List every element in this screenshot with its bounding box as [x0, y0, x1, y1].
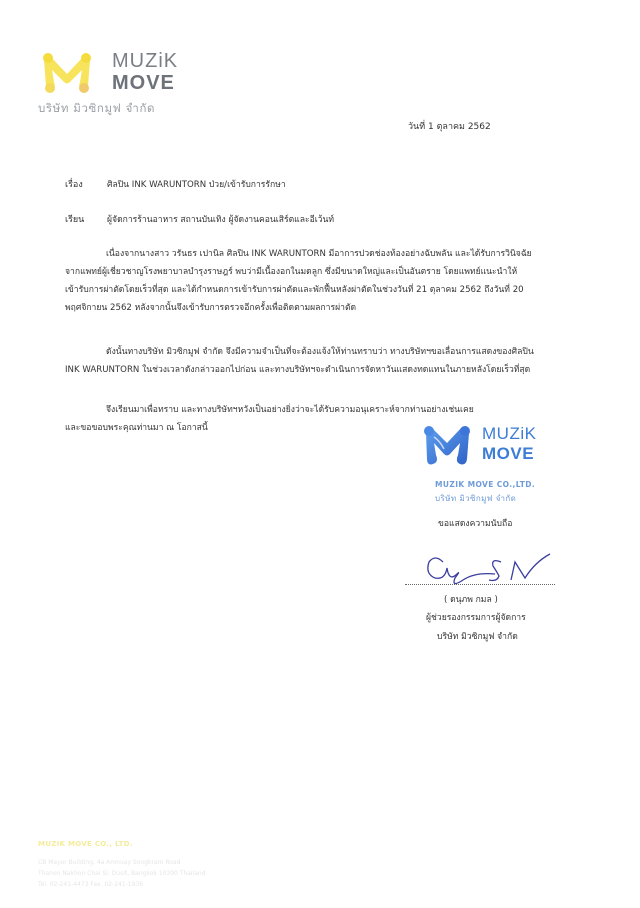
subject-text: ศิลปิน INK WARUNTORN ป่วย/เข้ารับการรักษา — [107, 180, 286, 190]
recipient-label: เรียน — [65, 215, 85, 225]
signer-title: ผู้ช่วยรองกรรมการผู้จัดการ — [426, 613, 526, 623]
company-logo — [38, 50, 218, 120]
body-paragraph-1 — [65, 245, 585, 317]
stamp-word-muzik: MUZiK — [482, 424, 537, 443]
footer-company-name: MUZIK MOVE CO., LTD. — [38, 840, 133, 848]
logo-word-muzik: MUZiK — [112, 50, 179, 72]
body-paragraph-2 — [65, 343, 585, 379]
muzik-move-blue-m-logo-icon — [420, 423, 475, 468]
logo-word-move: MOVE — [112, 72, 175, 94]
subject-label: เรื่อง — [65, 180, 83, 190]
paragraph-line: จากแพทย์ผู้เชี่ยวชาญโรงพยาบาลบำรุงราษฎร์ พบว่ามีเนื้องอกในมดลูก ซึ่งมีขนาดใหญ่และเป็นอันตราย โดยแพทย์แนะนำให้ — [65, 267, 518, 277]
handwritten-signature-icon — [405, 548, 555, 588]
signer-name: ( ดนุภพ กมล ) — [444, 595, 498, 605]
company-stamp — [420, 423, 550, 503]
stamp-word-move: MOVE — [482, 444, 535, 463]
logo-company-thai: บริษัท มิวซิกมูฟ จำกัด — [38, 101, 156, 115]
footer-address-line-1: CB Mayor Building, 4a Amnuay Songkram Road — [38, 859, 181, 866]
footer-contact: Tel. 02-241-4473 Fax. 02-241-1936 — [38, 881, 144, 888]
footer-address-line-2: Thanon Nakhon Chai Si, Dusit, Bangkok 10300 Thailand — [38, 870, 206, 877]
paragraph-line: ดังนั้นทางบริษัท มิวซิกมูฟ จำกัด จึงมีความจำเป็นที่จะต้องแจ้งให้ท่านทราบว่า ทางบริษัทฯขอเลื่อนการแสดงของศิลปิน — [106, 347, 534, 357]
paragraph-line: เนื่องจากนางสาว วรันธร เปานิล ศิลปิน INK WARUNTORN มีอาการปวดช่องท้องอย่างฉับพลัน และได้รับการวินิจฉัย — [106, 249, 532, 259]
signer-company: บริษัท มิวซิกมูฟ จำกัด — [437, 632, 518, 642]
stamp-company-thai: บริษัท มิวซิกมูฟ จำกัด — [435, 494, 517, 503]
closing-regards: ขอแสดงความนับถือ — [438, 519, 513, 529]
paragraph-line: และขอขอบพระคุณท่านมา ณ โอกาสนี้ — [65, 423, 208, 433]
paragraph-line: จึงเรียนมาเพื่อทราบ และทางบริษัทฯหวังเป็นอย่างยิ่งว่าจะได้รับความอนุเคราะห์จากท่านอย่างเช่นเคย — [106, 405, 474, 415]
letter-date: วันที่ 1 ตุลาคม 2562 — [408, 122, 491, 132]
paragraph-line: เข้ารับการผ่าตัดโดยเร็วที่สุด และได้กำหนดการเข้ารับการผ่าตัดและพักฟื้นหลังผ่าตัดในช่วงวันที่ 21 ตุลาคม 2562 ถึงวันที่ 20 — [65, 285, 524, 295]
muzik-move-m-logo-icon — [38, 52, 96, 94]
stamp-company-english: MUZIK MOVE CO.,LTD. — [435, 480, 536, 489]
paragraph-line: พฤศจิกายน 2562 หลังจากนั้นจึงเข้ารับการตรวจอีกครั้งเพื่อติดตามผลการผ่าตัด — [65, 303, 357, 313]
paragraph-line: INK WARUNTORN ในช่วงเวลาดังกล่าวออกไปก่อน และทางบริษัทฯจะดำเนินการจัดหาวันแสดงทดแทนในภายหลังโดยเร็วที่สุด — [65, 365, 531, 375]
recipient-text: ผู้จัดการร้านอาหาร สถานบันเทิง ผู้จัดงานคอนเสิร์ตและอีเว้นท์ — [107, 215, 335, 225]
signature-line — [405, 584, 555, 585]
